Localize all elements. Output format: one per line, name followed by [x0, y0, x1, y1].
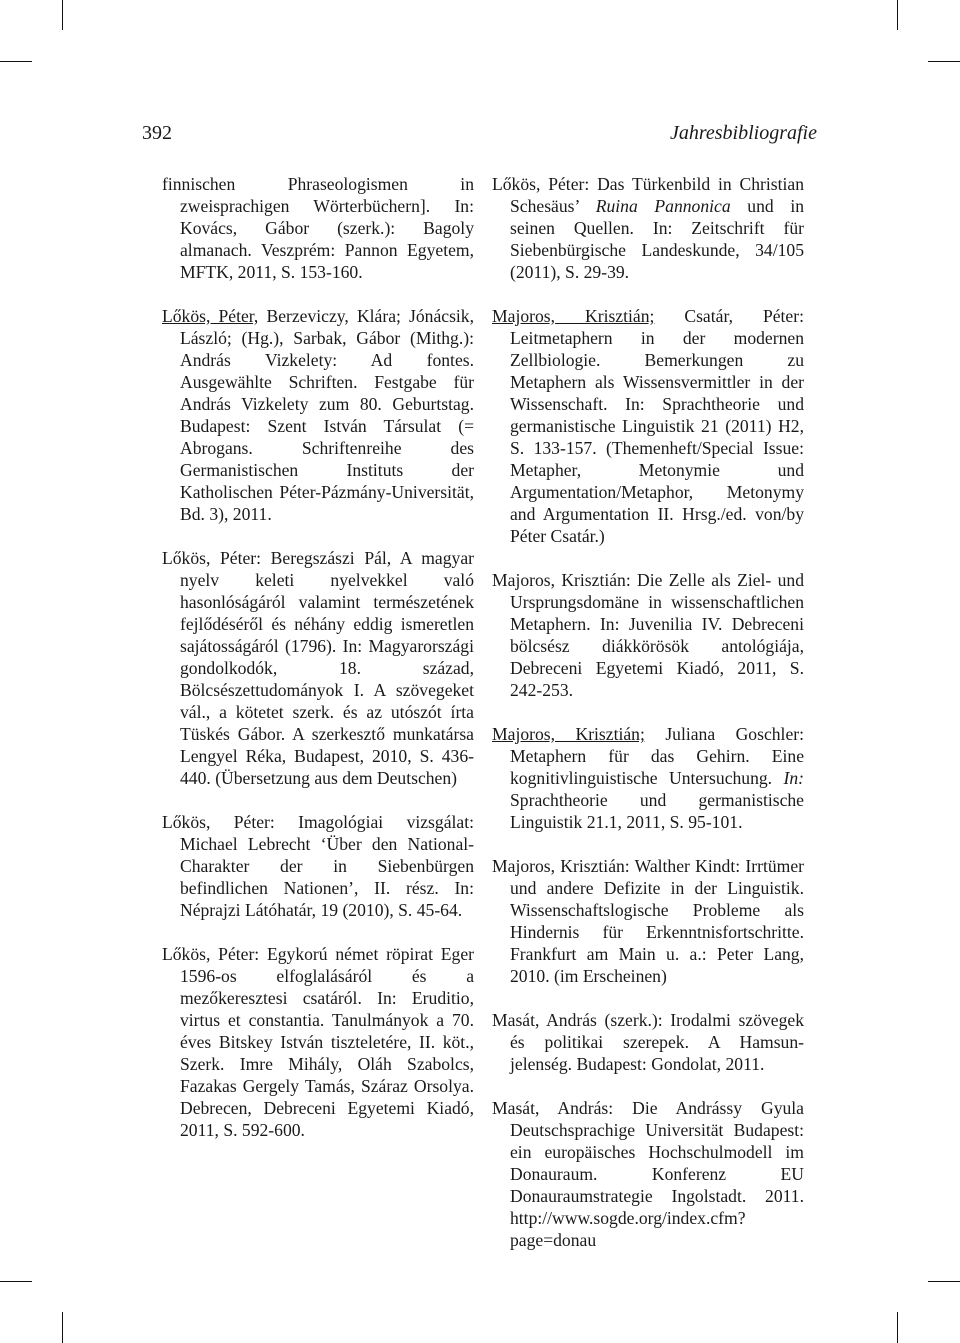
bibliography-entry [162, 305, 474, 525]
entry-text: Lőkös, Péter: Imagológiai vizsgálat: Michael Lebrecht ‘Über den National-Charakter der in Siebenbürgen befindlichen Nationen’, II. rész. In: Néprajzi Látóhatár, 19 (2010), S. 45-64. [162, 812, 474, 920]
crop-mark-top-right-vertical [897, 0, 898, 30]
crop-mark-top-right-horizontal [928, 61, 960, 62]
bibliography-entry [162, 943, 474, 1141]
entry-text: Csatár, Péter: Leitmetaphern in der modernen Zellbiologie. Bemerkungen zu Metaphern als Wissensvermittler in der Wissenschaft. In: Sprachtheorie und germanistische Linguistik 21 (2011) H2, S. 133-157. (Themenheft/Special Issue: Metapher, Metonymie und Argumentation/Metaphor, Metonymy and Argumentation II. Hrsg./ed. von/by Péter Csatár.) [510, 306, 804, 546]
crop-mark-top-left-horizontal [0, 61, 32, 62]
entry-text: Masát, András: Die Andrássy Gyula Deutschsprachige Universität Budapest: ein europäisches Hochschulmodell im Donauraum. Konferenz EU Donauraumstrategie Ingolstadt. 2011. http://www.sogde.org/index.cfm?page=donau [492, 1098, 804, 1250]
bibliography-entry [492, 305, 804, 547]
entry-text: Masát, András (szerk.): Irodalmi szövegek és politikai szerepek. A Hamsun-jelenség. Budapest: Gondolat, 2011. [492, 1010, 804, 1074]
bibliography-entry [162, 173, 474, 283]
entry-text: Lőkös, Péter: Beregszászi Pál, A magyar nyelv keleti nyelvekkel való hasonlóságáról valamint természetének fejlődéséről és néhány eddig ismeretlen sajátosságáról (1796). In: Magyarországi gondolkodók, 18. század, Bölcsészettudományok I. A szövegeket vál., a kötetet szerk. és az utószót írta Tüskés Gábor. A szerkesztő munkatársa Lengyel Réka, Budapest, 2010, S. 436-440. (Übersetzung aus dem Deutschen) [162, 548, 474, 788]
bibliography-entry [492, 1097, 804, 1251]
page-header [0, 122, 960, 150]
entry-text: Juliana Goschler: Metaphern für das Gehirn. Eine kognitivlinguistische Untersuchung. [510, 724, 804, 788]
entry-text: Majoros, Krisztián: Die Zelle als Ziel- und Ursprungsdomäne in wissenschaftlichen Metaphern. In: Juvenilia IV. Debreceni bölcsész diákkörösök antológiája, Debreceni Egyetemi Kiadó, 2011, S. 242-253. [492, 570, 804, 700]
entry-text: Lőkös, Péter: Egykorú német röpirat Eger 1596-os elfoglalásáról és a mezőkeresztesi csatáról. In: Eruditio, virtus et constantia. Tanulmányok a 70. éves Bitskey István tiszteletére, II. köt., Szerk. Imre Mihály, Oláh Szabolcs, Fazakas Gergely Tamás, Száraz Orsolya. Debrecen, Debreceni Egyetemi Kiadó, 2011, S. 592-600. [162, 944, 474, 1140]
entry-title-italic: Ruina Pannonica [595, 196, 731, 216]
bibliography-entry [492, 569, 804, 701]
crop-mark-top-left-vertical [62, 0, 63, 30]
entry-author-underlined: Majoros, Krisztián; [492, 306, 655, 326]
bibliography-entry [492, 723, 804, 833]
entry-text: Majoros, Krisztián: Walther Kindt: Irrtümer und andere Defizite in der Linguistik. Wissenschaftslogische Probleme als Hindernis für Erkenntnisfortschritte. Frankfurt am Main u. a.: Peter Lang, 2010. (im Erscheinen) [492, 856, 804, 986]
entry-text: Lőkös, Péter: Das Türkenbild in Christian Schesäus’ [492, 174, 804, 216]
entry-text: Sprachtheorie und germanistische Linguistik 21.1, 2011, S. 95-101. [510, 790, 804, 832]
entry-text: und in seinen Quellen. In: Zeitschrift für Siebenbürgische Landeskunde, 34/105 (2011), S. 29-39. [510, 196, 805, 282]
bibliography-entry [162, 811, 474, 921]
running-title: Jahresbibliografie [669, 122, 817, 144]
crop-mark-bottom-left-horizontal [0, 1281, 32, 1282]
bibliography-entry [162, 547, 474, 789]
entry-text: finnischen Phraseologismen in zweisprachigen Wörterbüchern]. In: Kovács, Gábor (szerk.): Bagoly almanach. Veszprém: Pannon Egyetem, MFTK, 2011, S. 153-160. [162, 174, 474, 282]
entry-in-italic: In: [783, 768, 804, 788]
entry-text: Berzeviczy, Klára; Jónácsik, László; (Hg.), Sarbak, Gábor (Mithg.): András Vizkelety: Ad fontes. Ausgewählte Schriften. Festgabe für András Vizkelety zum 80. Geburtstag. Budapest: Szent István Társulat (= Abrogans. Schriftenreihe des Germanistischen Instituts der Katholischen Péter-Pázmány-Universität, Bd. 3), 2011. [180, 306, 474, 524]
bibliography-entry [492, 1009, 804, 1075]
page-number: 392 [142, 122, 172, 144]
bibliography-entry [492, 173, 804, 283]
entry-author-underlined: Majoros, Krisztián; [492, 724, 645, 744]
right-column [492, 173, 804, 1251]
bibliography-entry [492, 855, 804, 987]
crop-mark-bottom-right-vertical [897, 1312, 898, 1343]
entry-author-underlined: Lőkös, Péter, [162, 306, 259, 326]
crop-mark-bottom-right-horizontal [928, 1281, 960, 1282]
crop-mark-bottom-left-vertical [62, 1312, 63, 1343]
left-column [162, 173, 474, 1141]
